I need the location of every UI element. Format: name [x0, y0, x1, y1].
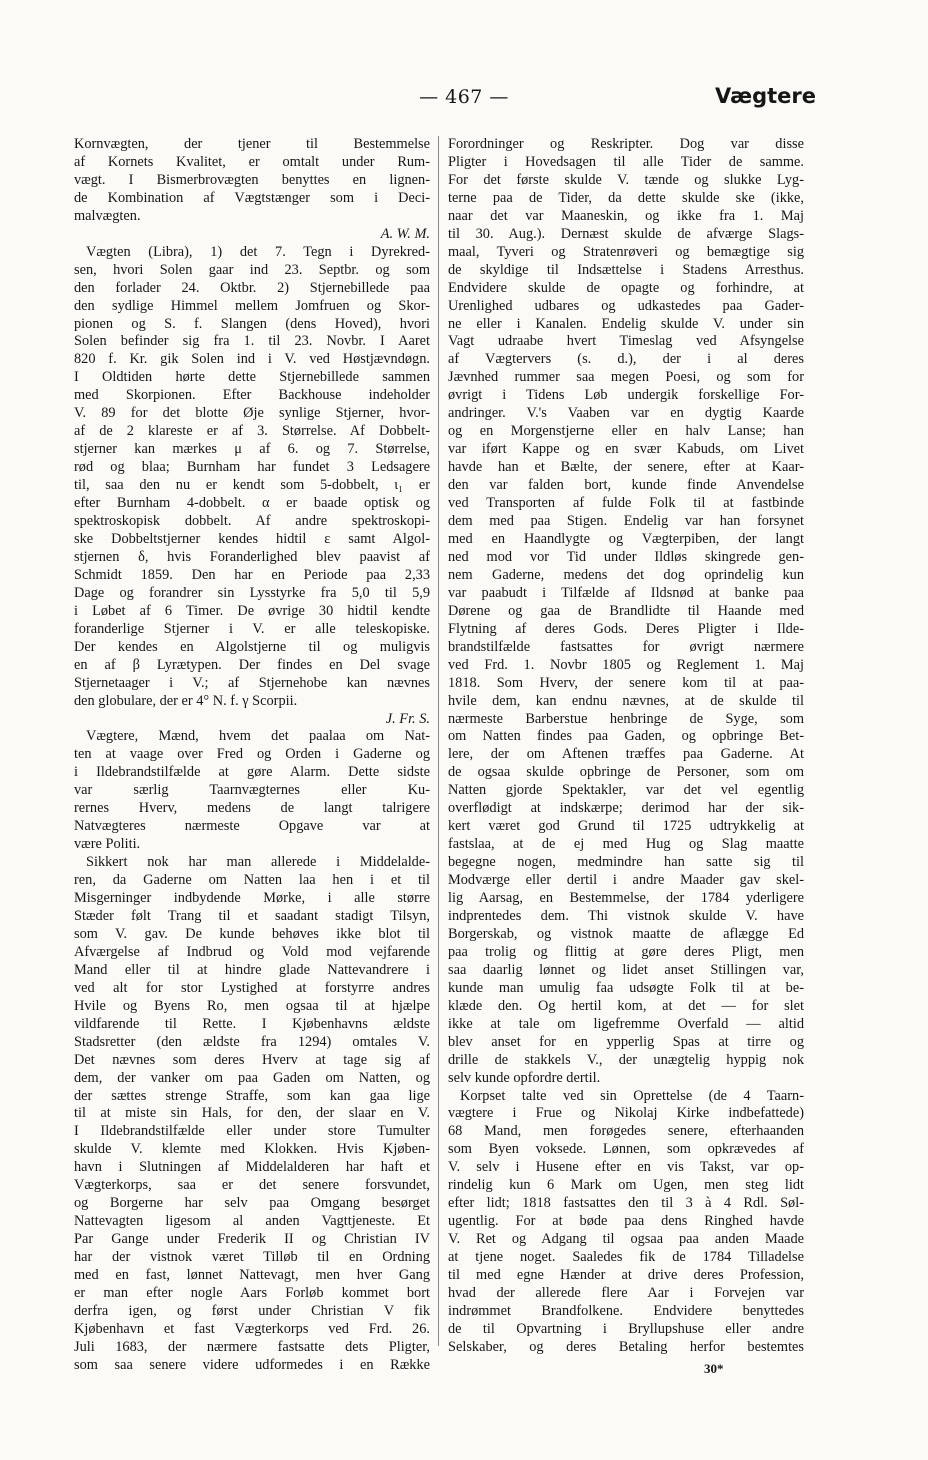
text-line: havde han et Bælte, der senere, efter at Kaar- [448, 459, 804, 476]
text-line: rindelig kun 6 Mark om Ugen, men steg lidt [448, 1177, 804, 1194]
text-line: Stadsretter (den ældste fra 1294) omtales V. [74, 1033, 430, 1050]
text-line: J. Fr. S. [385, 710, 430, 727]
text-line: de Kombination af Vægtstænger som i Deci- [74, 189, 430, 206]
text-line: og Borgerne har selv paa Omgang besørget [74, 1195, 430, 1212]
text-line: indrømmet Brandfolkene. Endvidere benyttedes [448, 1302, 804, 1319]
text-line: af Vægtervers (s. d.), der i al deres [448, 351, 804, 368]
text-line: Schmidt 1859. Den har en Periode paa 2,33 [74, 566, 430, 583]
text-line: Stæder følt Trang til et saadant stadigt Tilsyn, [74, 907, 430, 924]
text-line: var paabudt i Tilfælde af Ildsnød at banke paa [448, 584, 804, 601]
text-line: var særlig Taarnvægternes eller Ku- [74, 782, 430, 799]
text-line: 1818. Som Hverv, der senere kom til at paa- [448, 674, 804, 691]
text-line: Solen befinder sig fra 1. til 23. Novbr. I Aaret [74, 333, 430, 350]
text-line: Pligter i Hovedsagen til alle Tider de samme. [448, 153, 804, 170]
text-line: terne paa de Tider, da dette skulde ske (ikke, [448, 189, 804, 206]
right-column [448, 136, 804, 1357]
text-line: Kjøbenhavn et fast Vægterkorps ved Frd. 26. [74, 1320, 430, 1337]
text-line: den sydlige Himmel mellem Jomfruen og Skor- [74, 297, 430, 314]
text-line: har der vistnok været Tilløb til en Ordning [74, 1249, 430, 1266]
text-line: pionen og S. f. Slangen (dens Hoved), hvori [74, 315, 430, 332]
text-line: efter Burnham 4-dobbelt. α er baade optisk og [74, 495, 430, 512]
text-line: Vægten (Libra), 1) det 7. Tegn i Dyrekred- [86, 243, 430, 260]
text-line: og en Morgenstjerne eller en halv Lanse; han [448, 423, 804, 440]
text-line: ved Transporten af fulde Folk til at fastbinde [448, 495, 804, 512]
text-line: fastslaa, at de ej med Hug og Slag maatte [448, 836, 804, 853]
text-line: andringer. V.'s Vaaben var en dygtig Kaarde [448, 405, 804, 422]
text-line: Hvile og Byens Ro, men ogsaa til at hjælpe [74, 997, 430, 1014]
text-line: i Løbet af 6 Timer. De øvrige 30 hidtil kendte [74, 602, 430, 619]
text-line: med Skorpionen. Efter Backhouse indeholder [74, 387, 430, 404]
text-line: Kornvægten, der tjener til Bestemmelse [74, 136, 430, 152]
text-line: V. selv i Husene efter en vis Takst, var op- [448, 1159, 804, 1176]
text-line: Sikkert nok har man allerede i Middelalde- [86, 854, 430, 871]
text-line: Par Gange under Frederik II og Christian IV [74, 1231, 430, 1248]
text-line: Misgerninger indbydende Mørke, i alle større [74, 890, 430, 907]
text-line: om Natten findes paa Gaden, og opbringe Bet- [448, 728, 804, 745]
text-line: de skyldige til Indsættelse i Stadens Arresthus. [448, 261, 804, 278]
text-line: Natten gjorde Spektakler, var det vel egentlig [448, 782, 804, 799]
text-line: Stjernetaager i V.; af Stjernehobe kan nævnes [74, 674, 430, 691]
text-line: nem Gaderne, medens det dog oprindelig kun [448, 566, 804, 583]
text-line: til 30. Aug.). Dernæst skulde de afværge Slags- [448, 225, 804, 242]
text-line: begegne nogen, medmindre han satte sig til [448, 854, 804, 871]
page-header [60, 82, 868, 122]
text-line: vægt. I Bismerbrovægten benyttes en lignen- [74, 171, 430, 188]
text-line: Selskaber, og deres Betaling herfor bestemtes [448, 1338, 804, 1355]
text-line: som V. gav. De kunde behøves ikke blot til [74, 925, 430, 942]
text-line: Der kendes en Algolstjerne til og muligvis [74, 638, 430, 655]
text-line: Det nævnes som deres Hverv at tage sig af [74, 1051, 430, 1068]
text-line: dem med paa Stigen. Endelig var han forsynet [448, 513, 804, 530]
text-line: Natvægteres nærmeste Opgave var at [74, 818, 430, 835]
text-line: naar det var Maaneskin, og ikke fra 1. Maj [448, 207, 804, 224]
text-line: hvile dem, kan endnu nævnes, at de skulde til [448, 692, 804, 709]
text-line: lere, der om Aftenen træffes paa Gaderne. At [448, 746, 804, 763]
text-line: Jævnhed rummer saa megen Poesi, og som for [448, 369, 804, 386]
text-line: en af β Lyrætypen. Der findes en Del svage [74, 656, 430, 673]
text-line: V. Ret og Adgang til ogsaa paa anden Maade [448, 1231, 804, 1248]
text-line: lig Aarsag, en Bestemmelse, der 1784 yderligere [448, 890, 804, 907]
text-line: sen, hvori Solen gaar ind 23. Septbr. og som [74, 261, 430, 278]
text-line: I Oldtiden hørte dette Stjernebillede sammen [74, 369, 430, 386]
text-line: saa daarlig lønnet og lidet anset Stillingen var, [448, 961, 804, 978]
text-line: brandstilfælde fastsattes for øvrigt nærmere [448, 638, 804, 655]
text-line: dem, der vanker om paa Gaden om Natten, og [74, 1069, 430, 1086]
text-line: var iført Kappe og en svær Kabuds, om Livet [448, 441, 804, 458]
text-line: ske Dobbeltstjerner kendes hidtil ε samt Algol- [74, 530, 430, 547]
text-line: der sættes strenge Straffe, som kan gaa lige [74, 1087, 430, 1104]
text-line: ten at vaage over Fred og Orden i Gaderne og [74, 746, 430, 763]
text-line: de til Opvartning i Bryllupshuse eller andre [448, 1320, 804, 1337]
text-line: den globulare, der er 4° N. f. γ Scorpii. [74, 692, 298, 709]
text-line: overflødigt at indskærpe; derimod har der sik- [448, 800, 804, 817]
column-divider [438, 136, 439, 1346]
text-line: Mand eller til at hindre glade Nattevandrere i [74, 961, 430, 978]
text-line: Forordninger og Reskripter. Dog var disse [448, 136, 804, 152]
text-line: hvad der allerede flere Aar i Forvejen var [448, 1285, 804, 1301]
text-line: 68 Mand, men forøgedes senere, efterhaanden [448, 1123, 804, 1140]
text-line: som Byen voksede. Lønnen, som opkrævedes af [448, 1141, 804, 1158]
text-line: Korpset talte ved sin Oprettelse (de 4 Taarn- [460, 1087, 804, 1104]
text-line: efter lidt; 1818 fastsattes den til 3 à 4 Rdl. Søl- [448, 1195, 804, 1212]
text-line: rernes Hverv, medens de langt talrigere [74, 800, 430, 817]
text-line: de ogsaa skulde opbringe de Personer, som om [448, 764, 804, 781]
text-line: Vægtere, Mænd, hvem det paalaa om Nat- [86, 728, 430, 745]
text-line: stjerner kan mærkes μ af 6. og 7. Størrelse, [74, 441, 430, 458]
text-line: ved alt for stor Lystighed at forstyrre andres [74, 979, 430, 996]
left-column [74, 136, 430, 1375]
text-line: foranderlige Stjerner i V. er alle teleskopiske. [74, 620, 430, 637]
text-line: Urenlighed udbares og udkastedes paa Gader- [448, 297, 804, 314]
text-line: stjernen δ, hvis Foranderlighed blev paavist af [74, 548, 430, 565]
text-line: øvrigt i Tidens Løb undergik forskellige For- [448, 387, 804, 404]
text-line: ned mod vor Tid under Ildløs skingrede gen- [448, 548, 804, 565]
text-line: Dage og forandrer sin Lysstyrke fra 5,0 til 5,9 [74, 584, 430, 601]
text-line: indprentedes dem. Thi vistnok skulde V. have [448, 907, 804, 924]
text-line: den forlader 24. Oktbr. 2) Stjernebillede paa [74, 279, 430, 296]
text-line: malvægten. [74, 207, 141, 224]
text-line: Modværge eller dertil i andre Maader gav skel- [448, 872, 804, 889]
text-line: at tjene noget. Saaledes fik de 1784 Tilladelse [448, 1249, 804, 1266]
text-line: havn i Slutningen af Middelalderen har haft et [74, 1159, 430, 1176]
text-line: med en Haandlygte og Vægterpiben, der langt [448, 530, 804, 547]
text-line: Flytning af deres Gods. Deres Pligter i Ilde- [448, 620, 804, 637]
text-line: kert været god Grund til 1725 udtrykkelig at [448, 818, 804, 835]
text-line: vægtere i Frue og Nikolaj Kirke indbefattede) [448, 1105, 804, 1122]
text-line: kunde man umulig faa udsøgte Folk til at be- [448, 979, 804, 996]
page-number: — 467 — [419, 86, 509, 108]
text-line: blev anset for en ypperlig Spas at tirre og [448, 1033, 804, 1050]
text-line: Vagt udraabe hvert Timeslag ved Afsyngelse [448, 333, 804, 350]
text-line: klæde den. Og hertil kom, at det — for slet [448, 997, 804, 1014]
text-line: Endvidere skulde de opagte og forhindre, at [448, 279, 804, 296]
text-line: A. W. M. [380, 225, 430, 242]
text-line: vildfarende til Rette. I Kjøbenhavns ældste [74, 1015, 430, 1032]
text-line: til at miste sin Hals, for den, der slaar en V. [74, 1105, 430, 1122]
text-line: ren, da Gaderne om Natten laa hen i et til [74, 872, 430, 889]
text-line: drille de stakkels V., der unægtelig hyppig nok [448, 1051, 804, 1068]
text-line: selv kunde opfordre dertil. [448, 1069, 601, 1086]
text-line: med en fast, lønnet Nattevagt, men hver Gang [74, 1267, 430, 1284]
text-line: skulde V. klemte med Klokken. Hvis Kjøben- [74, 1141, 430, 1158]
text-line: Nattevagten ligesom al anden Vagttjeneste. Et [74, 1213, 430, 1230]
text-line: ved Frd. 1. Novbr 1805 og Reglement 1. Maj [448, 656, 804, 673]
text-line: er man efter nogle Aars Forløb kommet bort [74, 1285, 430, 1301]
signature-mark: 30* [704, 1361, 724, 1376]
text-line: i Ildebrandstilfælde at gøre Alarm. Dette sidste [74, 764, 430, 781]
text-line: 820 f. Kr. gik Solen ind i V. ved Høstjævndøgn. [74, 351, 430, 368]
text-line: Afværgelse af Indbrud og Vold mod vejfarende [74, 943, 430, 960]
text-line: Borgerskab, og vistnok maatte de aflægge Ed [448, 925, 804, 942]
text-line: rød og blaa; Burnham har fundet 3 Ledsagere [74, 459, 430, 476]
text-line: som saa senere videre udformedes i en Række [74, 1356, 430, 1373]
text-line: til, saa den nu er kendt som 5-dobbelt, ι₁ er [74, 477, 430, 494]
text-line: ne eller i Kanalen. Endelig skulde V. under sin [448, 315, 804, 332]
text-line: paa trolig og flittig at gøre deres Pligt, men [448, 943, 804, 960]
text-line: spektroskopisk dobbelt. Af andre spektroskopi- [74, 513, 430, 530]
text-line: nærmeste Barberstue henbringe de Syge, som [448, 710, 804, 727]
text-line: I Ildebrandstilfælde eller under store Tumulter [74, 1123, 430, 1140]
text-line: derfra igen, og først under Christian V fik [74, 1302, 430, 1319]
text-line: af de 2 klareste er af 3. Størrelse. Af Dobbelt- [74, 423, 430, 440]
text-line: For det første skulde V. tænde og slukke Lyg- [448, 171, 804, 188]
text-line: ikke at tale om ligefremme Overfald — altid [448, 1015, 804, 1032]
text-line: Dørene og gaa de Brandlidte til Haande med [448, 602, 804, 619]
text-line: være Politi. [74, 836, 141, 853]
text-line: maal, Tyveri og Stratenrøveri og bemægtige sig [448, 243, 804, 260]
running-head: Vægtere [714, 84, 816, 108]
text-line: af Kornets Kvalitet, er omtalt under Rum- [74, 153, 430, 170]
text-line: Juli 1683, der nærmere fastsatte dets Pligter, [74, 1338, 430, 1355]
text-line: den var falden bort, kunde finde Anvendelse [448, 477, 804, 494]
text-line: ugentlig. For at bøde paa dens Ringhed havde [448, 1213, 804, 1230]
text-line: til med egne Hænder at drive deres Profession, [448, 1267, 804, 1284]
text-line: Vægterkorps, saa er det senere forsvundet, [74, 1177, 430, 1194]
text-line: V. 89 for det blotte Øje synlige Stjerner, hvor- [74, 405, 430, 422]
